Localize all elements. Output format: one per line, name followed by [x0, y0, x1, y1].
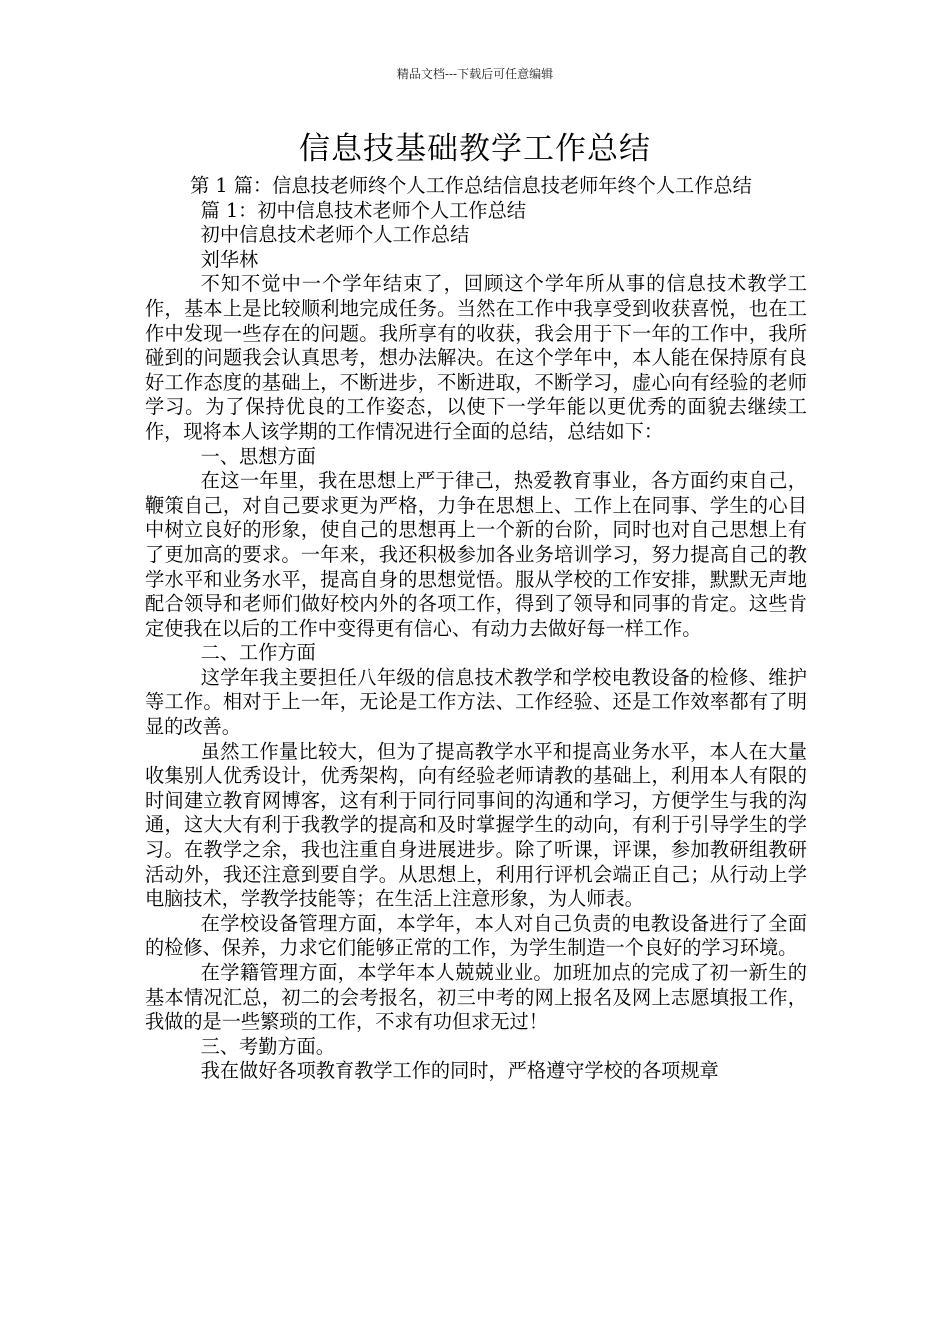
section-heading-attendance: 三、考勤方面。	[200, 1034, 335, 1058]
intro-paragraph: 不知不觉中一个学年结束了，回顾这个学年所从事的信息技术教学工作，基本上是比较顺利地完成任务。当然在工作中我享受到收获喜悦，也在工作中发现一些存在的问题。我所享有的收获，我会用于下一年的工作中，我所碰到的问题我会认真思考，想办法解决。在这个学年中，本人能在保持原有良好工作态度的基础上，不断进步，不断进取，不断学习，虚心向有经验的老师学习。为了保持优良的工作姿态，以使下一学年能以更优秀的面貌去继续工作，现将本人该学期的工作情况进行全面的总结，总结如下：	[145, 272, 807, 443]
equipment-paragraph: 在学校设备管理方面，本学年，本人对自己负责的电教设备进行了全面的检修、保养，力求它们能够正常的工作，为学生制造一个良好的学习环境。	[145, 911, 807, 960]
section-heading-work: 二、工作方面	[200, 641, 316, 665]
article-heading: 第 1 篇：信息技老师终个人工作总结信息技老师年终个人工作总结	[190, 174, 752, 197]
student-records-paragraph: 在学籍管理方面，本学年本人兢兢业业。加班加点的完成了初一新生的基本情况汇总，初二的会考报名，初三中考的网上报名及网上志愿填报工作，我做的是一些繁琐的工作，不求有功但求无过！	[145, 961, 807, 1034]
subheading-title: 初中信息技术老师个人工作总结	[200, 223, 470, 247]
document-body	[145, 174, 807, 1084]
attendance-paragraph: 我在做好各项教育教学工作的同时，严格遵守学校的各项规章	[200, 1059, 719, 1083]
section-heading-thought: 一、思想方面	[200, 444, 316, 468]
work-paragraph-2: 虽然工作量比较大，但为了提高教学水平和提高业务水平，本人在大量收集别人优秀设计，优秀架构，向有经验老师请教的基础上，利用本人有限的时间建立教育网博客，这有利于同行同事间的沟通和学习，方便学生与我的沟通，这大大有利于我教学的提高和及时掌握学生的动向，有利于引导学生的学习。在教学之余，我也注重自身进展进步。除了听课，评课，参加教研组教研活动外，我还注意到要自学。从思想上，利用行评机会端正自己；从行动上学电脑技术，学教学技能等；在生活上注意形象，为人师表。	[145, 739, 807, 911]
work-paragraph-1: 这学年我主要担任八年级的信息技术教学和学校电教设备的检修、维护等工作。相对于上一年，无论是工作方法、工作经验、还是工作效率都有了明显的改善。	[145, 665, 807, 739]
subheading-part-1: 篇 1：初中信息技术老师个人工作总结	[200, 198, 526, 222]
thought-paragraph: 在这一年里，我在思想上严于律己，热爱教育事业，各方面约束自己，鞭策自己，对自己要求更为严格，力争在思想上、工作上在同事、学生的心目中树立良好的形象，使自己的思想再上一个新的台阶，同时也对自己思想上有了更加高的要求。一年来，我还积极参加各业务培训学习，努力提高自己的教学水平和业务水平，提高自身的思想觉悟。服从学校的工作安排，默默无声地配合领导和老师们做好校内外的各项工作，得到了领导和同事的肯定。这些肯定使我在以后的工作中变得更有信心、有动力去做好每一样工作。	[145, 469, 807, 640]
page-header-note: 精品文档---下载后可任意编辑	[396, 67, 554, 81]
document-title: 信息技基础教学工作总结	[299, 131, 651, 167]
author-name: 刘华林	[200, 247, 259, 271]
